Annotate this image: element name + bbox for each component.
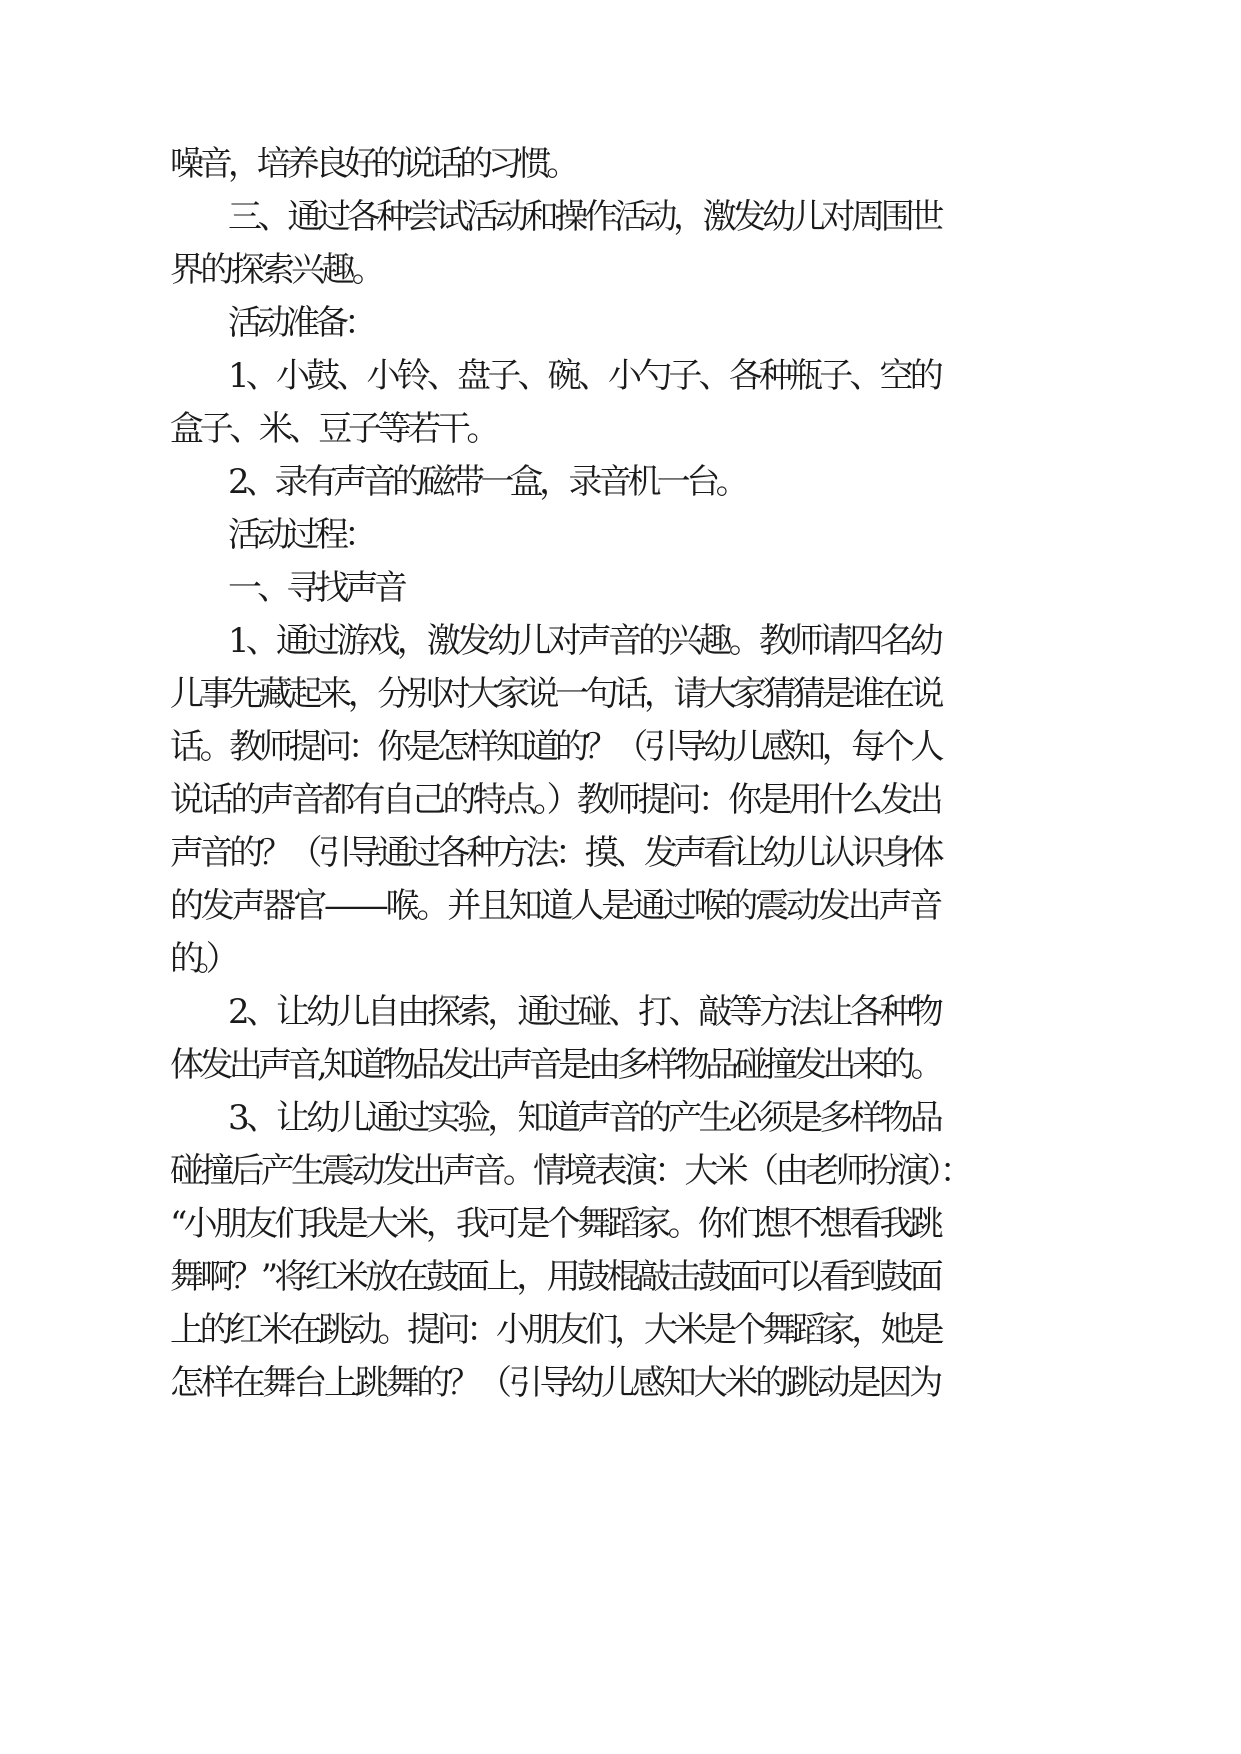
text-line: 的。） [170,939,232,979]
text-line: 界的探索兴趣。 [170,250,383,290]
text-line: 碰撞后产生震动发出声音。情境表演：大米（由老师扮演）： [170,1151,971,1191]
text-line: “小朋友们我是大米，我可是个舞蹈家。你们想不想看我跳 [170,1204,940,1244]
text-line: 盒子、米、豆子等若干。 [170,409,497,449]
text-line: 说话的声音都有自己的特点。）教师提问：你是用什么发出 [170,780,941,820]
text-line: 1、小鼓、小铃、盘子、碗、小勺子、各种瓶子、空的 [228,356,940,396]
text-line: 的发声器官——喉。并且知道人是通过喉的震动发出声音 [170,886,940,926]
text-line: 一、寻找声音 [228,568,404,608]
text-line: 2、让幼儿自由探索，通过碰、打、敲等方法让各种物 [228,992,940,1032]
text-line: 噪音，培养良好的说话的习惯。 [170,144,576,184]
text-line: 活动准备： [228,303,373,343]
text-line: 1、通过游戏，激发幼儿对声音的兴趣。教师请四名幼 [228,621,940,661]
text-line: 3、让幼儿通过实验，知道声音的产生必须是多样物品 [228,1098,940,1138]
text-line: 活动过程： [228,515,373,555]
text-line: 儿事先藏起来，分别对大家说一句话，请大家猜猜是谁在说 [170,674,941,714]
text-line: 舞啊？”将红米放在鼓面上，用鼓棍敲击鼓面可以看到鼓面 [170,1257,940,1297]
text-line: 三、通过各种尝试活动和操作活动，激发幼儿对周围世 [228,197,941,237]
text-line: 话。教师提问：你是怎样知道的？（引导幼儿感知，每个人 [170,727,941,767]
text-line: 体发出声音,知道物品发出声音是由多样物品碰撞发出来的。 [170,1045,941,1085]
text-line: 上的红米在跳动。提问：小朋友们，大米是个舞蹈家，她是 [170,1310,941,1350]
text-line: 2、录有声音的磁带一盒，录音机一台。 [228,462,746,502]
text-line: 声音的？（引导通过各种方法：摸、发声看让幼儿认识身体 [170,833,941,873]
text-line: 怎样在舞台上跳舞的？（引导幼儿感知大米的跳动是因为 [170,1363,940,1403]
